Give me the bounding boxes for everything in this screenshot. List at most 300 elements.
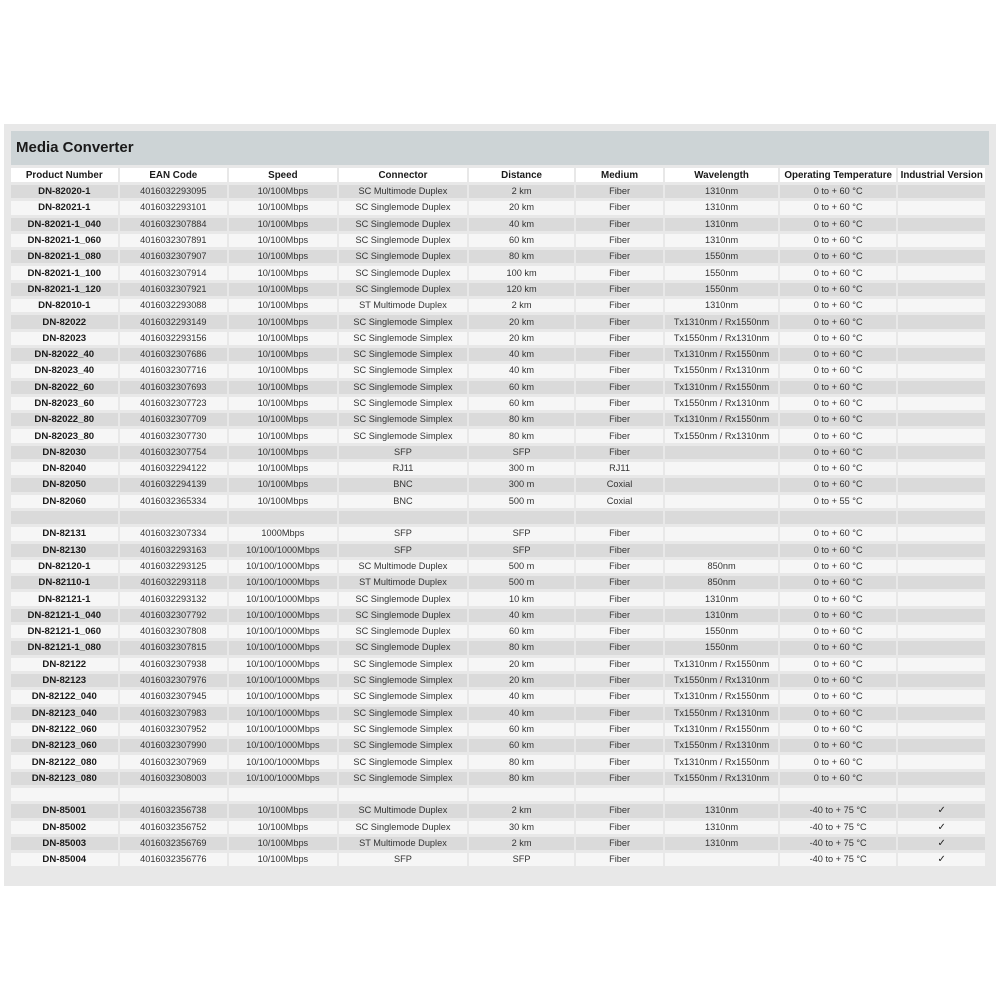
cell-distance: 40 km <box>469 348 574 361</box>
cell-connector: RJ11 <box>339 462 468 475</box>
cell-connector: SC Singlemode Duplex <box>339 218 468 231</box>
cell-speed: 10/100Mbps <box>229 332 337 345</box>
header-operating-temperature: Operating Temperature <box>780 168 897 182</box>
cell-medium: Fiber <box>576 544 663 557</box>
cell-wavelength: 1310nm <box>665 218 778 231</box>
cell-industrial-version <box>898 446 985 459</box>
cell-medium: Fiber <box>576 690 663 703</box>
header-wavelength: Wavelength <box>665 168 778 182</box>
table-row <box>11 804 985 817</box>
cell-ean-code: 4016032307891 <box>120 234 228 247</box>
table-row <box>11 299 985 312</box>
cell-speed: 10/100/1000Mbps <box>229 625 337 638</box>
cell-ean-code: 4016032307921 <box>120 283 228 296</box>
table-row <box>11 283 985 296</box>
cell-industrial-version <box>898 234 985 247</box>
cell-wavelength <box>665 495 778 508</box>
cell-ean-code: 4016032293149 <box>120 315 228 328</box>
cell-operating-temperature: 0 to + 60 °C <box>780 592 897 605</box>
cell-connector: ST Multimode Duplex <box>339 299 468 312</box>
cell-wavelength: Tx1310nm / Rx1550nm <box>665 381 778 394</box>
cell-wavelength: 850nm <box>665 560 778 573</box>
cell-ean-code: 4016032307716 <box>120 364 228 377</box>
cell-operating-temperature <box>780 788 897 801</box>
cell-product-number: DN-85002 <box>11 821 118 834</box>
cell-medium: Fiber <box>576 837 663 850</box>
cell-distance <box>469 788 574 801</box>
cell-medium: Fiber <box>576 658 663 671</box>
cell-medium: Fiber <box>576 218 663 231</box>
table-row <box>11 821 985 834</box>
cell-speed <box>229 511 337 524</box>
cell-distance: SFP <box>469 544 574 557</box>
cell-ean-code: 4016032307969 <box>120 755 228 768</box>
cell-product-number: DN-82122_040 <box>11 690 118 703</box>
cell-operating-temperature: 0 to + 60 °C <box>780 234 897 247</box>
cell-industrial-version <box>898 315 985 328</box>
cell-medium: Fiber <box>576 723 663 736</box>
cell-distance: 20 km <box>469 674 574 687</box>
cell-speed: 10/100Mbps <box>229 234 337 247</box>
table-row <box>11 511 985 524</box>
cell-distance: 40 km <box>469 707 574 720</box>
table-row <box>11 690 985 703</box>
table-row <box>11 674 985 687</box>
cell-speed: 10/100/1000Mbps <box>229 739 337 752</box>
cell-distance: 80 km <box>469 429 574 442</box>
cell-medium: Fiber <box>576 641 663 654</box>
cell-wavelength <box>665 788 778 801</box>
cell-medium: Fiber <box>576 707 663 720</box>
cell-distance <box>469 511 574 524</box>
cell-connector: SC Singlemode Simplex <box>339 723 468 736</box>
cell-ean-code: 4016032356776 <box>120 853 228 866</box>
cell-wavelength: 1310nm <box>665 299 778 312</box>
cell-distance: 2 km <box>469 804 574 817</box>
cell-product-number: DN-82050 <box>11 478 118 491</box>
cell-medium: Fiber <box>576 446 663 459</box>
cell-operating-temperature: 0 to + 60 °C <box>780 478 897 491</box>
table-row <box>11 185 985 198</box>
cell-industrial-version <box>898 462 985 475</box>
cell-product-number: DN-82123_060 <box>11 739 118 752</box>
cell-speed: 10/100Mbps <box>229 283 337 296</box>
cell-industrial-version <box>898 511 985 524</box>
table-row <box>11 218 985 231</box>
cell-speed: 10/100Mbps <box>229 185 337 198</box>
cell-connector: SC Singlemode Simplex <box>339 348 468 361</box>
cell-industrial-version <box>898 429 985 442</box>
cell-product-number: DN-82123_080 <box>11 772 118 785</box>
cell-speed: 10/100/1000Mbps <box>229 609 337 622</box>
cell-speed: 10/100Mbps <box>229 315 337 328</box>
cell-wavelength: Tx1310nm / Rx1550nm <box>665 348 778 361</box>
cell-wavelength: 1310nm <box>665 201 778 214</box>
cell-industrial-version <box>898 658 985 671</box>
cell-speed: 10/100/1000Mbps <box>229 772 337 785</box>
table-row <box>11 837 985 850</box>
cell-distance: 80 km <box>469 413 574 426</box>
table-row <box>11 201 985 214</box>
cell-connector: ST Multimode Duplex <box>339 576 468 589</box>
cell-product-number: DN-82120-1 <box>11 560 118 573</box>
cell-product-number: DN-82123_040 <box>11 707 118 720</box>
cell-connector: SC Singlemode Duplex <box>339 234 468 247</box>
table-body <box>11 185 985 866</box>
cell-speed: 10/100Mbps <box>229 348 337 361</box>
table-row <box>11 413 985 426</box>
cell-medium: Fiber <box>576 674 663 687</box>
cell-ean-code: 4016032293118 <box>120 576 228 589</box>
table-row <box>11 560 985 573</box>
cell-industrial-version <box>898 707 985 720</box>
cell-product-number: DN-82023_60 <box>11 397 118 410</box>
cell-ean-code: 4016032365334 <box>120 495 228 508</box>
table-row <box>11 429 985 442</box>
table-row <box>11 446 985 459</box>
table-row <box>11 576 985 589</box>
cell-operating-temperature: -40 to + 75 °C <box>780 853 897 866</box>
cell-product-number: DN-82122_080 <box>11 755 118 768</box>
cell-speed: 10/100Mbps <box>229 446 337 459</box>
cell-distance: 80 km <box>469 755 574 768</box>
table-row <box>11 397 985 410</box>
table-row <box>11 592 985 605</box>
cell-medium: Fiber <box>576 201 663 214</box>
cell-distance: 2 km <box>469 185 574 198</box>
table-row <box>11 462 985 475</box>
cell-distance: 60 km <box>469 234 574 247</box>
cell-industrial-version <box>898 397 985 410</box>
cell-industrial-version <box>898 592 985 605</box>
cell-operating-temperature: 0 to + 60 °C <box>780 641 897 654</box>
cell-connector: SC Singlemode Duplex <box>339 609 468 622</box>
cell-connector: BNC <box>339 495 468 508</box>
cell-product-number: DN-82121-1_080 <box>11 641 118 654</box>
cell-wavelength: 1310nm <box>665 592 778 605</box>
cell-medium: Fiber <box>576 185 663 198</box>
cell-wavelength: 1310nm <box>665 821 778 834</box>
header-medium: Medium <box>576 168 663 182</box>
cell-ean-code: 4016032356752 <box>120 821 228 834</box>
table-row <box>11 495 985 508</box>
cell-ean-code: 4016032293125 <box>120 560 228 573</box>
cell-medium: RJ11 <box>576 462 663 475</box>
cell-ean-code: 4016032307990 <box>120 739 228 752</box>
cell-product-number: DN-82021-1_040 <box>11 218 118 231</box>
cell-connector: SC Singlemode Duplex <box>339 592 468 605</box>
cell-ean-code: 4016032293132 <box>120 592 228 605</box>
media-converter-panel <box>4 124 996 886</box>
cell-speed: 10/100/1000Mbps <box>229 755 337 768</box>
cell-product-number: DN-82021-1_100 <box>11 266 118 279</box>
cell-distance: 40 km <box>469 218 574 231</box>
cell-product-number: DN-82110-1 <box>11 576 118 589</box>
cell-wavelength <box>665 478 778 491</box>
cell-connector: SC Multimode Duplex <box>339 804 468 817</box>
cell-wavelength: Tx1310nm / Rx1550nm <box>665 690 778 703</box>
cell-medium: Coxial <box>576 478 663 491</box>
cell-product-number: DN-82022_80 <box>11 413 118 426</box>
table-row <box>11 723 985 736</box>
cell-connector: SC Multimode Duplex <box>339 185 468 198</box>
cell-product-number: DN-82021-1 <box>11 201 118 214</box>
cell-product-number: DN-82122_060 <box>11 723 118 736</box>
cell-medium: Fiber <box>576 283 663 296</box>
cell-medium: Fiber <box>576 853 663 866</box>
cell-distance: 60 km <box>469 723 574 736</box>
cell-speed: 10/100/1000Mbps <box>229 707 337 720</box>
cell-connector: SFP <box>339 544 468 557</box>
cell-distance: 60 km <box>469 381 574 394</box>
cell-operating-temperature: 0 to + 60 °C <box>780 723 897 736</box>
cell-product-number <box>11 511 118 524</box>
cell-speed: 10/100Mbps <box>229 381 337 394</box>
cell-medium: Fiber <box>576 381 663 394</box>
header-ean-code: EAN Code <box>120 168 228 182</box>
cell-operating-temperature: 0 to + 60 °C <box>780 544 897 557</box>
cell-connector: ST Multimode Duplex <box>339 837 468 850</box>
cell-industrial-version <box>898 641 985 654</box>
cell-wavelength: 1310nm <box>665 609 778 622</box>
cell-medium: Fiber <box>576 755 663 768</box>
cell-connector: SC Singlemode Simplex <box>339 772 468 785</box>
cell-connector: SC Singlemode Duplex <box>339 266 468 279</box>
cell-connector <box>339 788 468 801</box>
cell-operating-temperature: 0 to + 60 °C <box>780 690 897 703</box>
cell-industrial-version <box>898 690 985 703</box>
cell-wavelength: Tx1310nm / Rx1550nm <box>665 413 778 426</box>
cell-ean-code: 4016032294139 <box>120 478 228 491</box>
cell-medium: Coxial <box>576 495 663 508</box>
cell-industrial-version <box>898 185 985 198</box>
cell-product-number: DN-82021-1_060 <box>11 234 118 247</box>
cell-ean-code: 4016032356738 <box>120 804 228 817</box>
cell-operating-temperature: 0 to + 60 °C <box>780 625 897 638</box>
cell-industrial-version <box>898 560 985 573</box>
cell-connector: SC Singlemode Duplex <box>339 625 468 638</box>
cell-speed: 10/100Mbps <box>229 250 337 263</box>
cell-ean-code: 4016032307976 <box>120 674 228 687</box>
cell-ean-code: 4016032307914 <box>120 266 228 279</box>
cell-product-number: DN-82023_40 <box>11 364 118 377</box>
cell-operating-temperature: -40 to + 75 °C <box>780 837 897 850</box>
cell-wavelength: Tx1550nm / Rx1310nm <box>665 674 778 687</box>
cell-distance: 40 km <box>469 609 574 622</box>
cell-distance: 20 km <box>469 658 574 671</box>
cell-product-number: DN-82030 <box>11 446 118 459</box>
cell-industrial-version <box>898 218 985 231</box>
cell-wavelength: 1310nm <box>665 804 778 817</box>
cell-ean-code: 4016032293101 <box>120 201 228 214</box>
cell-industrial-version <box>898 609 985 622</box>
cell-speed: 10/100Mbps <box>229 462 337 475</box>
cell-ean-code: 4016032307730 <box>120 429 228 442</box>
cell-connector: SC Singlemode Simplex <box>339 364 468 377</box>
cell-speed: 10/100Mbps <box>229 266 337 279</box>
cell-distance: 500 m <box>469 576 574 589</box>
table-row <box>11 544 985 557</box>
cell-distance: 20 km <box>469 332 574 345</box>
cell-industrial-version <box>898 527 985 540</box>
table-row <box>11 234 985 247</box>
cell-connector: SC Singlemode Simplex <box>339 739 468 752</box>
table-row <box>11 381 985 394</box>
header-row <box>11 168 985 182</box>
cell-speed: 10/100/1000Mbps <box>229 658 337 671</box>
check-icon: ✓ <box>898 853 985 866</box>
cell-connector: SC Singlemode Simplex <box>339 674 468 687</box>
cell-wavelength <box>665 853 778 866</box>
table-row <box>11 641 985 654</box>
cell-medium: Fiber <box>576 234 663 247</box>
cell-ean-code: 4016032307952 <box>120 723 228 736</box>
table-row <box>11 364 985 377</box>
cell-industrial-version <box>898 739 985 752</box>
cell-operating-temperature: 0 to + 60 °C <box>780 299 897 312</box>
cell-distance: 60 km <box>469 625 574 638</box>
check-icon: ✓ <box>898 804 985 817</box>
cell-speed: 10/100Mbps <box>229 478 337 491</box>
table-row <box>11 788 985 801</box>
cell-product-number: DN-82121-1 <box>11 592 118 605</box>
cell-operating-temperature: 0 to + 60 °C <box>780 266 897 279</box>
cell-wavelength: Tx1550nm / Rx1310nm <box>665 364 778 377</box>
cell-industrial-version <box>898 576 985 589</box>
cell-connector: SC Singlemode Simplex <box>339 397 468 410</box>
cell-medium: Fiber <box>576 429 663 442</box>
cell-medium: Fiber <box>576 739 663 752</box>
cell-medium: Fiber <box>576 609 663 622</box>
table-row <box>11 315 985 328</box>
product-table <box>9 165 987 869</box>
cell-ean-code: 4016032307693 <box>120 381 228 394</box>
cell-operating-temperature: 0 to + 60 °C <box>780 283 897 296</box>
cell-industrial-version <box>898 413 985 426</box>
cell-industrial-version <box>898 772 985 785</box>
cell-speed: 10/100/1000Mbps <box>229 560 337 573</box>
cell-medium <box>576 788 663 801</box>
cell-speed: 10/100Mbps <box>229 299 337 312</box>
cell-connector: SFP <box>339 446 468 459</box>
table-row <box>11 266 985 279</box>
cell-distance: 100 km <box>469 266 574 279</box>
table-row <box>11 527 985 540</box>
cell-wavelength: Tx1310nm / Rx1550nm <box>665 658 778 671</box>
cell-industrial-version <box>898 201 985 214</box>
cell-connector: SC Singlemode Simplex <box>339 755 468 768</box>
cell-product-number: DN-82020-1 <box>11 185 118 198</box>
cell-operating-temperature: 0 to + 60 °C <box>780 527 897 540</box>
cell-connector: SC Singlemode Duplex <box>339 283 468 296</box>
cell-industrial-version <box>898 283 985 296</box>
cell-wavelength: Tx1550nm / Rx1310nm <box>665 707 778 720</box>
cell-operating-temperature: 0 to + 60 °C <box>780 381 897 394</box>
cell-wavelength: Tx1550nm / Rx1310nm <box>665 772 778 785</box>
page-title: Media Converter <box>16 139 134 156</box>
cell-operating-temperature: 0 to + 60 °C <box>780 250 897 263</box>
cell-medium <box>576 511 663 524</box>
cell-speed: 10/100Mbps <box>229 821 337 834</box>
cell-product-number: DN-82023 <box>11 332 118 345</box>
cell-speed: 10/100/1000Mbps <box>229 641 337 654</box>
cell-operating-temperature: 0 to + 60 °C <box>780 315 897 328</box>
cell-operating-temperature: 0 to + 60 °C <box>780 658 897 671</box>
cell-product-number: DN-85004 <box>11 853 118 866</box>
cell-industrial-version <box>898 674 985 687</box>
cell-distance: 40 km <box>469 690 574 703</box>
cell-speed: 10/100Mbps <box>229 218 337 231</box>
cell-speed: 10/100/1000Mbps <box>229 674 337 687</box>
cell-medium: Fiber <box>576 576 663 589</box>
table-row <box>11 348 985 361</box>
cell-ean-code: 4016032293163 <box>120 544 228 557</box>
cell-operating-temperature: 0 to + 60 °C <box>780 772 897 785</box>
cell-ean-code: 4016032307808 <box>120 625 228 638</box>
cell-connector: SC Singlemode Simplex <box>339 429 468 442</box>
cell-product-number: DN-82121-1_040 <box>11 609 118 622</box>
header-product-number: Product Number <box>11 168 118 182</box>
cell-distance: 2 km <box>469 299 574 312</box>
cell-connector: SFP <box>339 527 468 540</box>
check-icon: ✓ <box>898 821 985 834</box>
cell-operating-temperature: 0 to + 60 °C <box>780 364 897 377</box>
cell-medium: Fiber <box>576 348 663 361</box>
table-row <box>11 772 985 785</box>
cell-product-number: DN-82021-1_120 <box>11 283 118 296</box>
cell-ean-code: 4016032307686 <box>120 348 228 361</box>
cell-connector: SC Singlemode Duplex <box>339 250 468 263</box>
cell-medium: Fiber <box>576 560 663 573</box>
cell-distance: 2 km <box>469 837 574 850</box>
cell-connector: SC Singlemode Simplex <box>339 332 468 345</box>
cell-wavelength: Tx1310nm / Rx1550nm <box>665 755 778 768</box>
cell-distance: 500 m <box>469 560 574 573</box>
cell-medium: Fiber <box>576 299 663 312</box>
cell-industrial-version <box>898 544 985 557</box>
table-row <box>11 625 985 638</box>
table-row <box>11 609 985 622</box>
cell-operating-temperature: 0 to + 60 °C <box>780 397 897 410</box>
cell-industrial-version <box>898 478 985 491</box>
cell-distance: 300 m <box>469 478 574 491</box>
cell-wavelength <box>665 446 778 459</box>
cell-product-number: DN-82010-1 <box>11 299 118 312</box>
cell-distance: 120 km <box>469 283 574 296</box>
cell-ean-code <box>120 511 228 524</box>
cell-product-number: DN-82122 <box>11 658 118 671</box>
cell-industrial-version <box>898 364 985 377</box>
cell-product-number: DN-82021-1_080 <box>11 250 118 263</box>
cell-speed <box>229 788 337 801</box>
cell-speed: 10/100Mbps <box>229 413 337 426</box>
cell-connector: SC Singlemode Simplex <box>339 381 468 394</box>
cell-distance: 40 km <box>469 364 574 377</box>
header-industrial-version: Industrial Version <box>898 168 985 182</box>
cell-connector: SFP <box>339 853 468 866</box>
cell-connector: BNC <box>339 478 468 491</box>
cell-distance: 500 m <box>469 495 574 508</box>
cell-ean-code: 4016032307792 <box>120 609 228 622</box>
cell-medium: Fiber <box>576 527 663 540</box>
cell-industrial-version <box>898 788 985 801</box>
cell-operating-temperature: 0 to + 60 °C <box>780 446 897 459</box>
cell-distance: 300 m <box>469 462 574 475</box>
cell-wavelength: 1550nm <box>665 625 778 638</box>
cell-wavelength: 1550nm <box>665 641 778 654</box>
cell-distance: 60 km <box>469 397 574 410</box>
cell-medium: Fiber <box>576 772 663 785</box>
